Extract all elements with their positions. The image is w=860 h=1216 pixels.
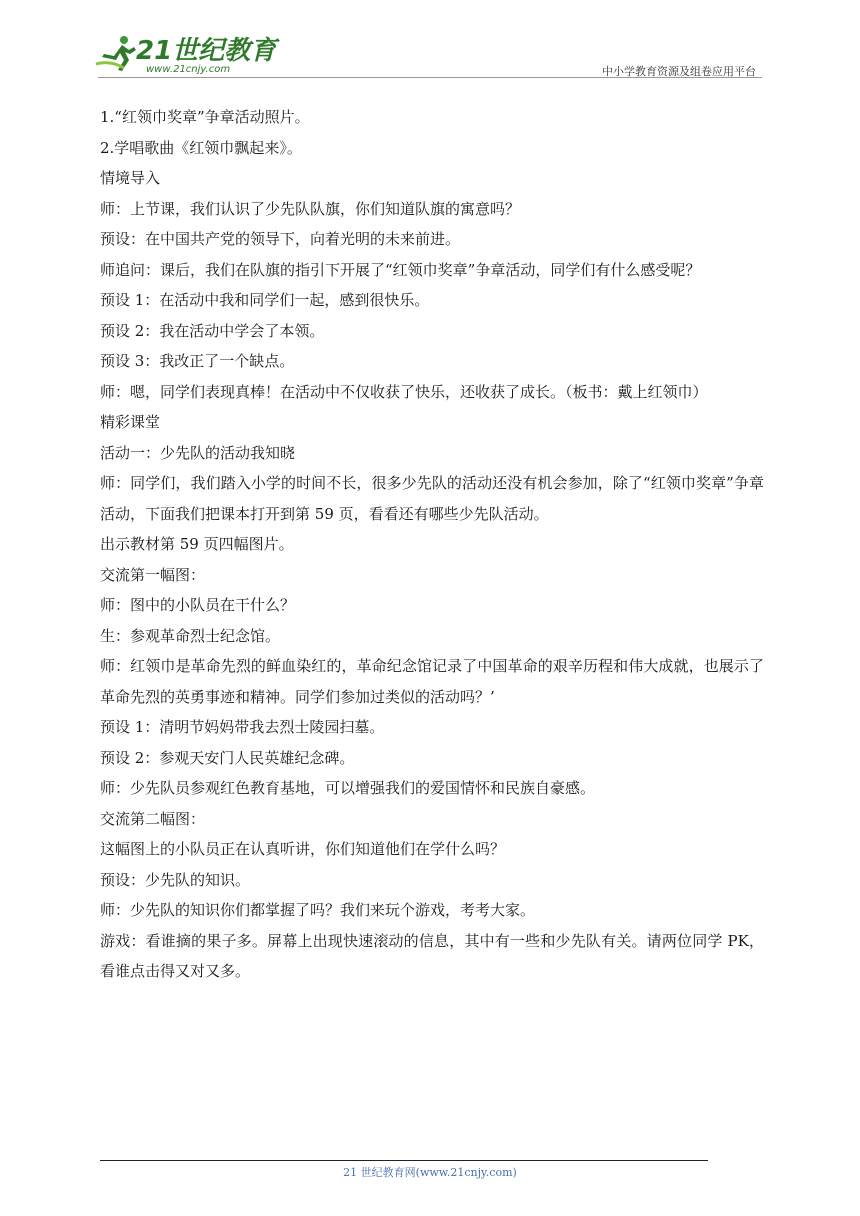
logo-url: www.21cnjy.com [146,64,231,75]
section-heading: 情境导入 [100,169,161,187]
site-logo[interactable] [94,30,277,78]
paragraph: 预设：少先队的知识。 [100,870,251,889]
header-divider [98,77,762,78]
logo-text: 21世纪教育 [136,36,277,66]
paragraph: 游戏：看谁摘的果子多。屏幕上出现快速滚动的信息，其中有一些和少先队有关。请两位同学 PK，看谁点击得又对又多。 [100,931,764,980]
paragraph: 2.学唱歌曲《红领巾飘起来》。 [100,138,302,157]
paragraph: 预设 2：参观天安门人民英雄纪念碑。 [100,748,355,767]
paragraph: 交流第二幅图： [100,809,206,828]
paragraph: 师：上节课，我们认识了少先队队旗，你们知道队旗的寓意吗？ [100,199,521,218]
platform-title: 中小学教育资源及组卷应用平台 [602,65,756,78]
paragraph: 1.“红领巾奖章”争章活动照片。 [100,108,310,126]
paragraph: 预设 1：清明节妈妈带我去烈士陵园扫墓。 [100,718,385,736]
paragraph: 师：少先队员参观红色教育基地，可以增强我们的爱国情怀和民族自豪感。 [100,779,596,797]
paragraph: 师：嗯，同学们表现真棒！在活动中不仅收获了快乐，还收获了成长。（板书：戴上红领巾） [100,382,708,401]
paragraph: 师：少先队的知识你们都掌握了吗？我们来玩个游戏，考考大家。 [100,901,536,919]
paragraph: 出示教材第 59 页四幅图片。 [100,535,294,553]
paragraph: 这幅图上的小队员正在认真听讲，你们知道他们在学什么吗？ [100,840,506,858]
footer-text[interactable]: 21 世纪教育网(www.21cnjy.com) [343,1166,517,1179]
paragraph: 预设 2：我在活动中学会了本领。 [100,321,325,340]
paragraph: 生：参观革命烈士纪念馆。 [100,626,281,645]
document-body [100,102,764,987]
footer-divider [100,1160,708,1161]
paragraph: 交流第一幅图： [100,565,206,584]
paragraph: 师：同学们，我们踏入小学的时间不长，很多少先队的活动还没有机会参加，除了“红领巾奖章”争章活动，下面我们把课本打开到第 59 页，看看还有哪些少先队活动。 [100,474,764,523]
section-heading: 精彩课堂 [100,413,161,431]
runner-logo-icon [94,34,140,74]
paragraph: 师追问：课后，我们在队旗的指引下开展了“红领巾奖章”争章活动，同学们有什么感受呢？ [100,260,701,279]
paragraph: 师：红领巾是革命先烈的鲜血染红的，革命纪念馆记录了中国革命的艰辛历程和伟大成就，也展示了革命先烈的英勇事迹和精神。同学们参加过类似的活动吗？’ [100,657,764,706]
page-header [0,0,860,82]
paragraph: 活动一：少先队的活动我知晓 [100,443,296,462]
paragraph: 预设 1：在活动中我和同学们一起，感到很快乐。 [100,291,430,309]
paragraph: 师：图中的小队员在干什么？ [100,596,296,614]
paragraph: 预设：在中国共产党的领导下，向着光明的未来前进。 [100,230,461,248]
paragraph: 预设 3：我改正了一个缺点。 [100,352,295,370]
